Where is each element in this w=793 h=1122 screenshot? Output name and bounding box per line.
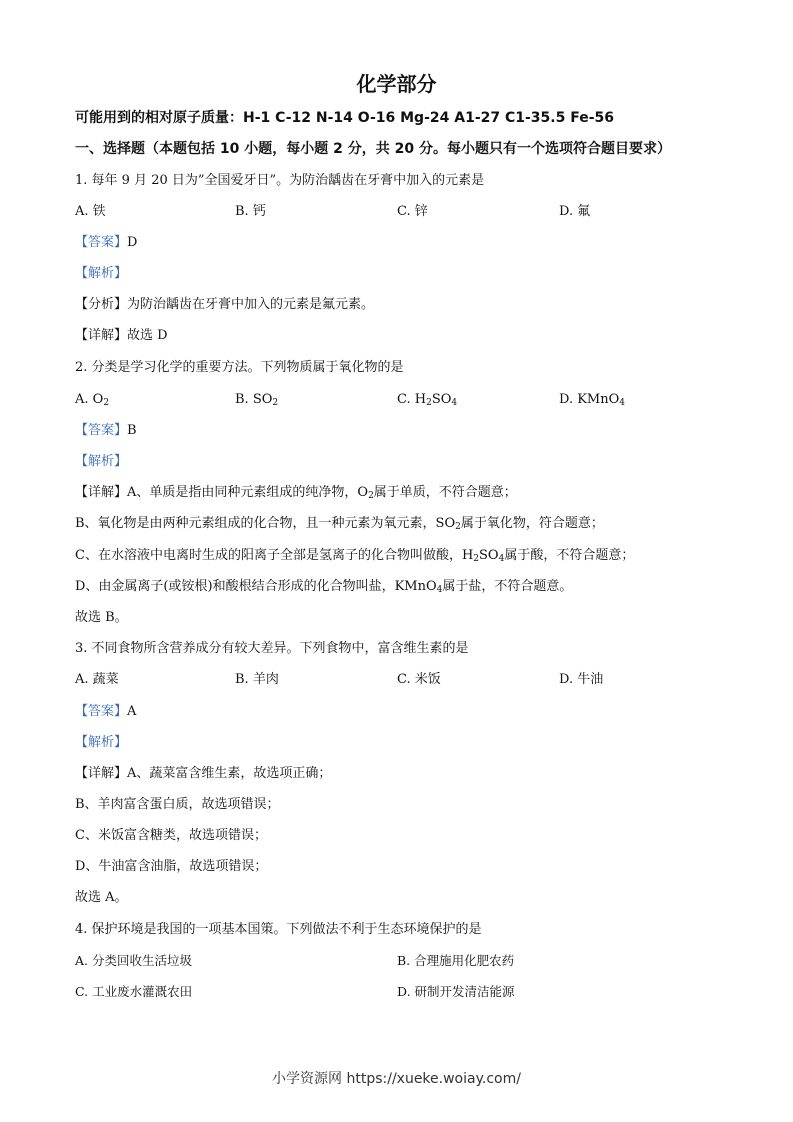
answer-value: A xyxy=(127,704,137,719)
q2-answer xyxy=(75,422,137,440)
q3-detail-line-1: 【详解】A、蔬菜富含维生素，故选项正确； xyxy=(75,766,332,781)
answer-value: D xyxy=(127,235,138,250)
answer-tag: 【答案】 xyxy=(75,423,128,438)
q3-answer xyxy=(75,703,136,721)
fenxi-tag: 【分析】 xyxy=(75,297,128,312)
q2-detail-line-3: C、在水溶液中电离时生成的阳离子全部是氢离子的化合物叫做酸，$H_2SO_4$属于酸，不符合题意； xyxy=(75,548,635,564)
q1-option-d: D. 氟 xyxy=(559,204,591,219)
section-heading: 一、选择题（本题包括 10 小题，每小题 2 分，共 20 分。每小题只有一个选项符合题目要求） xyxy=(75,141,671,157)
q4-option-c: C. 工业废水灌溉农田 xyxy=(75,984,193,999)
q2-option-c: C. $H_2SO_4$ xyxy=(397,392,458,408)
q3-analysis-tag: 【解析】 xyxy=(75,735,128,750)
q3-conclusion: 故选 A。 xyxy=(75,890,128,905)
q4-option-a: A. 分类回收生活垃圾 xyxy=(75,953,192,968)
footer-watermark: 小学资源网 https://xueke.woiay.com/ xyxy=(272,1071,521,1087)
q2-conclusion: 故选 B。 xyxy=(75,610,128,625)
q3-option-a: A. 蔬菜 xyxy=(75,672,119,687)
q2-option-b: B. $SO_2$ xyxy=(235,392,279,408)
q1-option-b: B. 钙 xyxy=(235,204,266,219)
question-4-stem: 4. 保护环境是我国的一项基本国策。下列做法不利于生态环境保护的是 xyxy=(75,922,482,937)
answer-value: B xyxy=(127,423,137,438)
q2-detail-line-1: 【详解】A、单质是指由同种元素组成的纯净物，$O_2$属于单质，不符合题意； xyxy=(75,485,517,501)
q3-detail-line-2: B、羊肉富含蛋白质，故选项错误； xyxy=(75,797,280,812)
q1-answer xyxy=(75,234,137,252)
detail-text: 故选 D xyxy=(127,328,168,343)
page-title: 化学部分 xyxy=(356,72,437,96)
answer-tag: 【答案】 xyxy=(75,704,128,719)
q3-option-b: B. 羊肉 xyxy=(235,672,279,687)
q1-detail xyxy=(75,327,168,345)
q1-fenxi xyxy=(75,296,374,314)
answer-tag: 【答案】 xyxy=(75,235,128,250)
q4-option-d: D. 研制开发清洁能源 xyxy=(397,984,515,999)
q3-option-d: D. 牛油 xyxy=(559,672,604,687)
question-1-stem: 1. 每年 9 月 20 日为”全国爱牙日”。为防治龋齿在牙膏中加入的元素是 xyxy=(75,173,485,188)
q4-option-b: B. 合理施用化肥农药 xyxy=(397,953,515,968)
q1-option-c: C. 锌 xyxy=(397,204,428,219)
detail-tag: 【详解】 xyxy=(75,328,128,343)
q3-detail-line-4: D、牛油富含油脂，故选项错误； xyxy=(75,859,268,874)
q3-option-c: C. 米饭 xyxy=(397,672,441,687)
q2-option-a: A. $O_2$ xyxy=(75,392,110,408)
fenxi-text: 为防治龋齿在牙膏中加入的元素是氟元素。 xyxy=(127,297,375,312)
q2-analysis-tag: 【解析】 xyxy=(75,454,128,469)
q3-detail-line-3: C、米饭富含糖类，故选项错误； xyxy=(75,828,267,843)
atomic-mass-line: 可能用到的相对原子质量：H-1 C-12 N-14 O-16 Mg-24 A1-27 C1-35.5 Fe-56 xyxy=(75,110,615,126)
q2-detail-line-2: B、氧化物是由两种元素组成的化合物，且一种元素为氧元素，$SO_2$属于氧化物，符合题意； xyxy=(75,516,604,532)
q1-analysis-tag: 【解析】 xyxy=(75,266,128,281)
q2-option-d: D. KMnO$_4$ xyxy=(559,392,626,408)
q2-detail-line-4: D、由金属离子(或铵根)和酸根结合形成的化合物叫盐，KMnO$_4$属于盐，不符合题意。 xyxy=(75,579,573,595)
q1-option-a: A. 铁 xyxy=(75,204,106,219)
question-2-stem: 2. 分类是学习化学的重要方法。下列物质属于氧化物的是 xyxy=(75,360,404,375)
question-3-stem: 3. 不同食物所含营养成分有较大差异。下列食物中，富含维生素的是 xyxy=(75,641,469,656)
